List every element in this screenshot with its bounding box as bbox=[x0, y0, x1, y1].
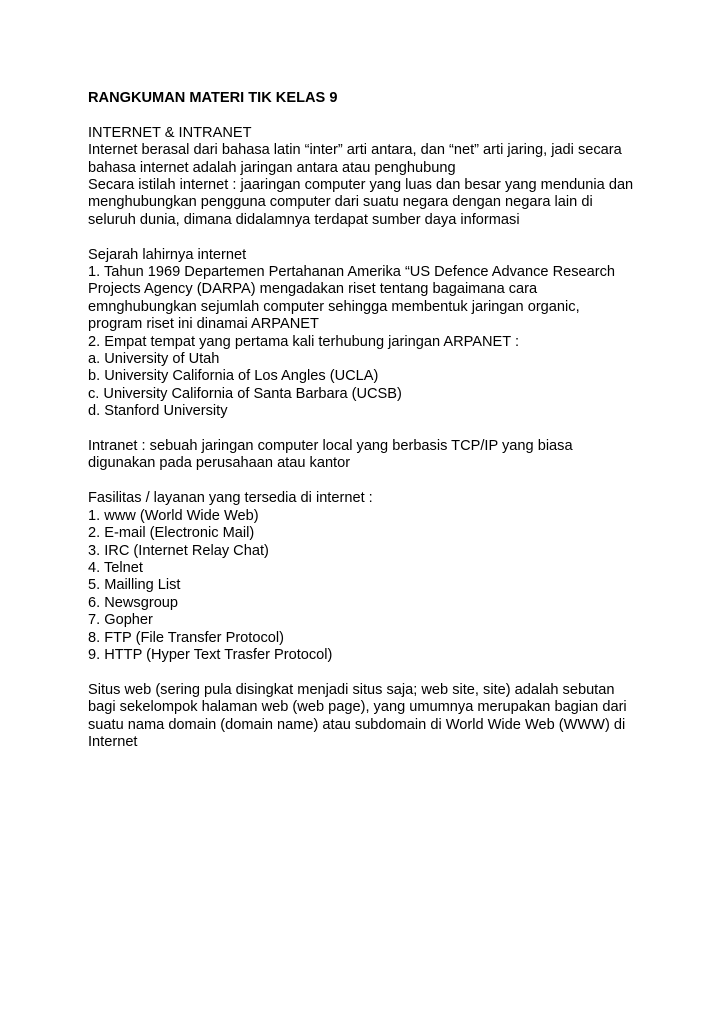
section-internet-intranet bbox=[88, 125, 648, 229]
list-item: d. Stanford University bbox=[88, 403, 228, 420]
spacer bbox=[88, 473, 648, 490]
paragraph-line: bagi sekelompok halaman web (web page), yang umumnya merupakan bagian dari bbox=[88, 699, 627, 716]
paragraph-line: suatu nama domain (domain name) atau subdomain di World Wide Web (WWW) di bbox=[88, 716, 626, 733]
section-heading: Sejarah lahirnya internet bbox=[88, 246, 247, 263]
list-item: 2. E-mail (Electronic Mail) bbox=[88, 525, 255, 542]
list-item: b. University California of Los Angles (UCLA) bbox=[88, 368, 379, 385]
section-heading: Fasilitas / layanan yang tersedia di internet : bbox=[88, 490, 373, 507]
paragraph-line: 1. Tahun 1969 Departemen Pertahanan Amerika “US Defence Advance Research bbox=[88, 264, 616, 281]
paragraph-line: Internet berasal dari bahasa latin “inter” arti antara, dan “net” arti jaring, jadi secara bbox=[88, 142, 622, 159]
document-title: RANGKUMAN MATERI TIK KELAS 9 bbox=[88, 90, 338, 106]
document-page bbox=[88, 90, 648, 751]
paragraph-line: Secara istilah internet : jaaringan computer yang luas dan besar yang mendunia dan bbox=[88, 177, 634, 194]
list-item: 3. IRC (Internet Relay Chat) bbox=[88, 542, 269, 559]
section-website bbox=[88, 682, 648, 752]
spacer bbox=[88, 421, 648, 438]
list-item: 7. Gopher bbox=[88, 612, 153, 629]
list-item: 6. Newsgroup bbox=[88, 594, 179, 611]
list-item: 9. HTTP (Hyper Text Trasfer Protocol) bbox=[88, 646, 333, 663]
section-facilities bbox=[88, 490, 648, 664]
paragraph-line: seluruh dunia, dimana didalamnya terdapat sumber daya informasi bbox=[88, 211, 520, 228]
paragraph-line: digunakan pada perusahaan atau kantor bbox=[88, 455, 351, 472]
paragraph-line: 2. Empat tempat yang pertama kali terhubung jaringan ARPANET : bbox=[88, 333, 520, 350]
paragraph-line: menghubungkan pengguna computer dari suatu negara dengan negara lain di bbox=[88, 194, 593, 211]
section-heading: INTERNET & INTRANET bbox=[88, 124, 252, 141]
list-item: a. University of Utah bbox=[88, 351, 220, 368]
list-item: 8. FTP (File Transfer Protocol) bbox=[88, 629, 284, 646]
spacer bbox=[88, 107, 648, 124]
spacer bbox=[88, 229, 648, 246]
section-intranet bbox=[88, 438, 648, 473]
paragraph-line: program riset ini dinamai ARPANET bbox=[88, 316, 319, 333]
paragraph-line: Intranet : sebuah jaringan computer local yang berbasis TCP/IP yang biasa bbox=[88, 438, 573, 455]
list-item: 1. www (World Wide Web) bbox=[88, 507, 259, 524]
list-item: 5. Mailling List bbox=[88, 577, 181, 594]
paragraph-line: emnghubungkan sejumlah computer sehingga membentuk jaringan organic, bbox=[88, 298, 580, 315]
spacer bbox=[88, 664, 648, 681]
paragraph-line: bahasa internet adalah jaringan antara atau penghubung bbox=[88, 159, 456, 176]
list-item: c. University California of Santa Barbara (UCSB) bbox=[88, 385, 402, 402]
section-history bbox=[88, 247, 648, 421]
list-item: 4. Telnet bbox=[88, 559, 143, 576]
paragraph-line: Projects Agency (DARPA) mengadakan riset tentang bagaimana cara bbox=[88, 281, 538, 298]
paragraph-line: Situs web (sering pula disingkat menjadi situs saja; web site, site) adalah sebutan bbox=[88, 681, 615, 698]
paragraph-line: Internet bbox=[88, 733, 138, 750]
